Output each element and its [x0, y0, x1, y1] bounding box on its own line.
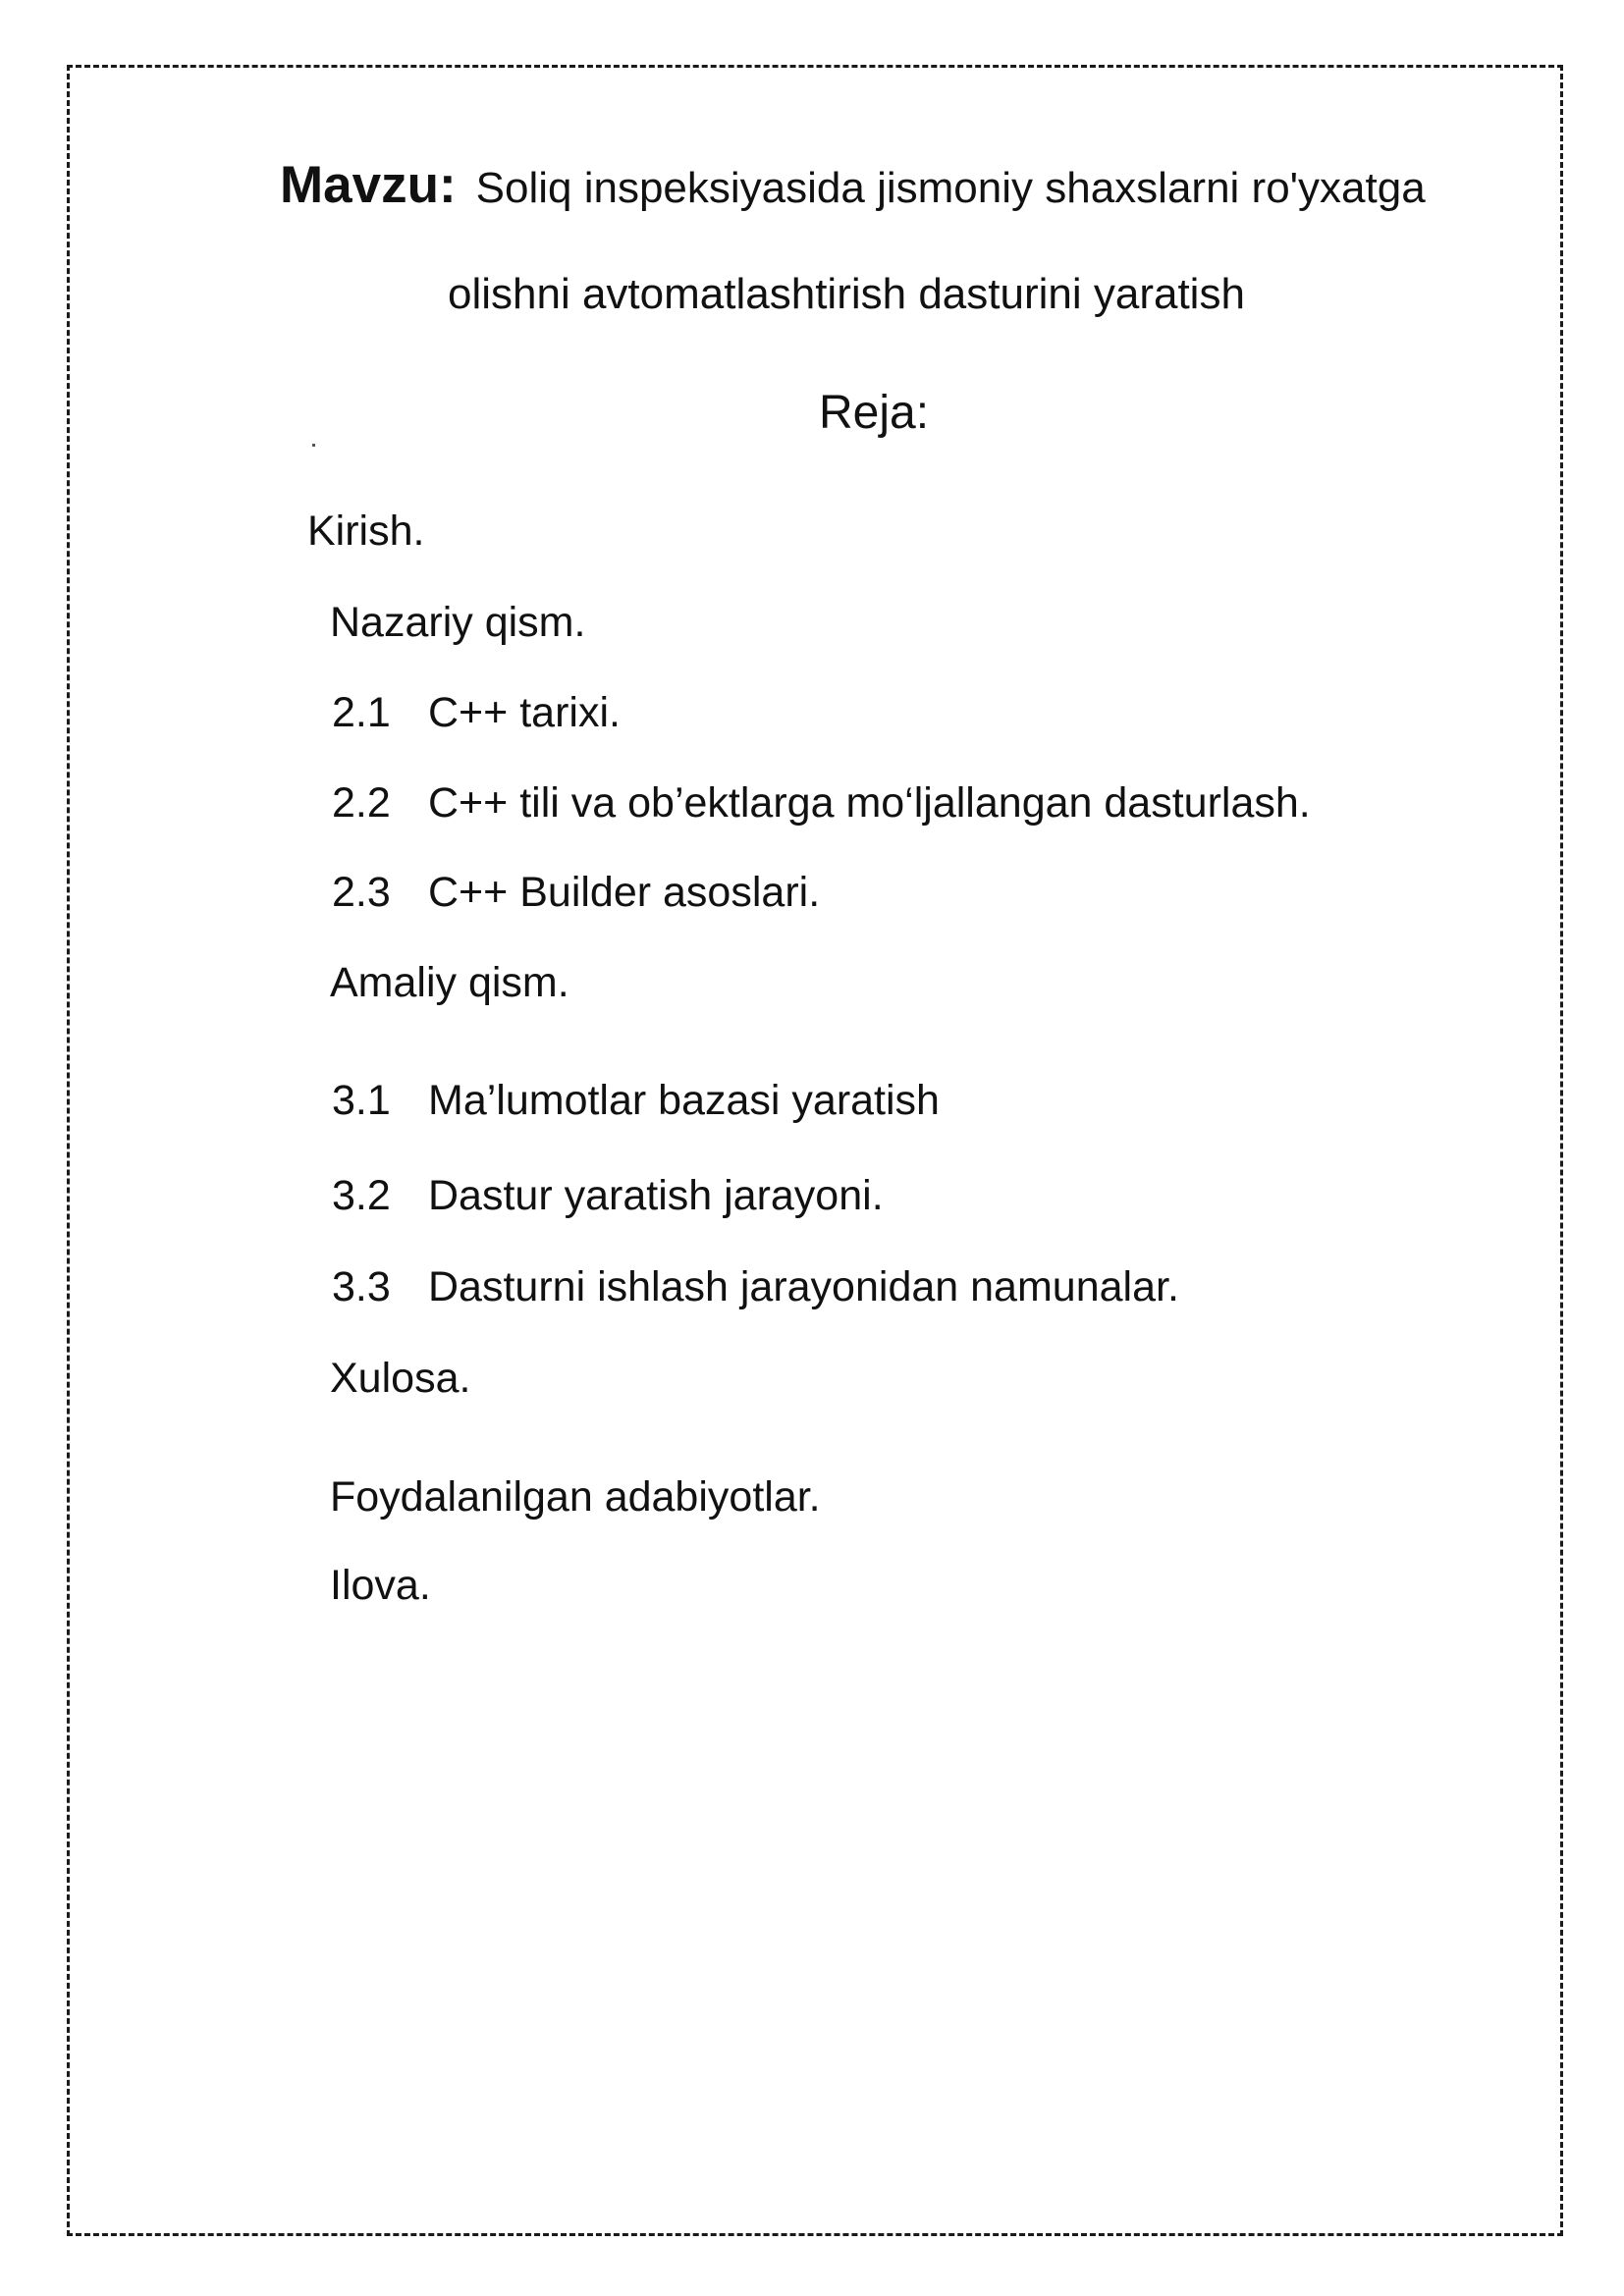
- plan-item-label: Ilova.: [330, 1562, 431, 1609]
- plan-item-label: Dastur yaratish jarayoni.: [428, 1172, 884, 1219]
- plan-item-label: C++ Builder asoslari.: [428, 869, 821, 916]
- plan-item-label: Nazariy qism.: [330, 599, 586, 646]
- plan-item-label: Amaliy qism.: [330, 959, 569, 1006]
- plan-item-label: Foydalanilgan adabiyotlar.: [330, 1473, 821, 1521]
- plan-item-label: C++ tarixi.: [428, 689, 621, 736]
- plan-item-label: C++ tili va ob’ektlarga mo‘ljallangan dasturlash.: [428, 779, 1311, 827]
- title-text-1: Soliq inspeksiyasida jismoniy shaxslarni ro'yxatga: [475, 164, 1426, 212]
- title-text-2: olishni avtomatlashtirish dasturini yaratish: [448, 270, 1245, 318]
- title-label: Mavzu:: [280, 156, 457, 214]
- plan-item-label: Dasturni ishlash jarayonidan namunalar.: [428, 1263, 1179, 1310]
- page-border: [67, 65, 1563, 2236]
- plan-item-label: Ma’lumotlar bazasi yaratish: [428, 1077, 940, 1124]
- plan-item-number: 2.3: [332, 869, 391, 916]
- plan-item-label: Kirish.: [307, 507, 425, 555]
- plan-item-number: 3.1: [332, 1077, 391, 1124]
- plan-item-number: 3.2: [332, 1172, 391, 1219]
- plan-item-number: 2.2: [332, 779, 391, 827]
- plan-item-label: Xulosa.: [330, 1355, 471, 1402]
- plan-item-number: 2.1: [332, 689, 391, 736]
- plan-item-number: 3.3: [332, 1263, 391, 1310]
- plan-heading: Reja:: [819, 387, 930, 439]
- stray-mark: [312, 444, 315, 447]
- title-line-1: [280, 156, 1426, 214]
